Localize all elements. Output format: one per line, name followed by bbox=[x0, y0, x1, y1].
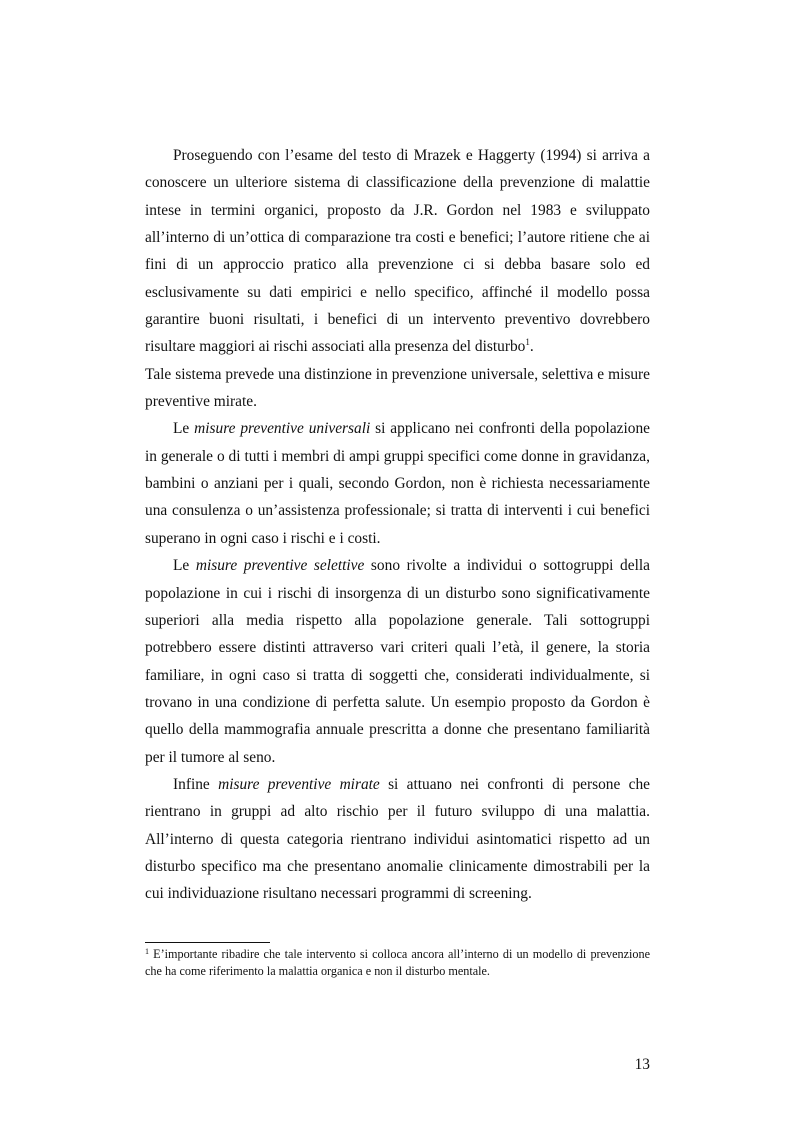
paragraph-system-distinction: Tale sistema prevede una distinzione in prevenzione universale, selettiva e misure preventive mirate. bbox=[145, 365, 650, 411]
paragraph-text: sono rivolte a individui o sottogruppi della popolazione in cui i rischi di insorgenza di un disturbo sono significativamente superiori alla media rispetto alla popolazione generale. Tali sottogruppi potrebbero essere distinti attraverso vari criteri quali l’età, il genere, la storia familiare, in ogni caso si tratta di soggetti che, considerati individualmente, si trovano in una condizione di perfetta salute. Un esempio proposto da Gordon è quello della mammografia annuale prescritta a donne che presentano familiarità per il tumore al seno. bbox=[145, 557, 650, 766]
paragraph-lead: Le bbox=[173, 557, 196, 575]
footnote-text: E’importante ribadire che tale intervento si colloca ancora all’interno di un modello di prevenzione che ha come riferimento la malattia organica e non il disturbo mentale. bbox=[145, 947, 650, 978]
term-targeted-measures: misure preventive mirate bbox=[218, 775, 380, 793]
paragraph-targeted-measures bbox=[145, 771, 650, 908]
term-selective-measures: misure preventive selettive bbox=[195, 557, 365, 575]
footnote-marker: 1 bbox=[145, 947, 149, 956]
page-number: 13 bbox=[634, 1056, 650, 1073]
footnote-reference: 1 bbox=[525, 337, 530, 348]
paragraph-end-punctuation: . bbox=[529, 338, 534, 356]
footnote bbox=[145, 946, 650, 979]
footnote-separator bbox=[145, 942, 270, 943]
paragraph-text: Proseguendo con l’esame del testo di Mrazek e Haggerty (1994) si arriva a conoscere un ulteriore sistema di classificazione della prevenzione di malattie intese in termini organici, proposto da J.R. Gordon nel 1983 e sviluppato all’interno di un’ottica di comparazione tra costi e benefici; l’autore ritiene che ai fini di un approccio pratico alla prevenzione ci si debba basare solo ed esclusivamente su dati empirici e nello specifico, affinché il modello possa garantire buoni risultati, i benefici di un intervento preventivo dovrebbero risultare maggiori ai rischi associati alla presenza del disturbo bbox=[145, 147, 650, 356]
paragraph-text: si attuano nei confronti di persone che rientrano in gruppi ad alto rischio per il futuro sviluppo di una malattia. All’interno di questa categoria rientrano individui asintomatici rispetto ad un disturbo specifico ma che presentano anomalie clinicamente dimostrabili per la cui individuazione risultano necessari programmi di screening. bbox=[145, 775, 650, 903]
term-universal-measures: misure preventive universali bbox=[194, 420, 371, 438]
paragraph-universal-measures bbox=[145, 415, 650, 552]
body-text bbox=[145, 142, 650, 908]
paragraph-gordon-classification bbox=[145, 142, 650, 361]
paragraph-text: si applicano nei confronti della popolazione in generale o di tutti i membri di ampi gruppi specifici come donne in gravidanza, bambini o anziani per i quali, secondo Gordon, non è richiesta necessariamente una consulenza o un’assistenza professionale; si tratta di interventi i cui benefici superano in ogni caso i rischi e i costi. bbox=[145, 420, 650, 547]
paragraph-lead: Le bbox=[173, 420, 195, 438]
paragraph-lead: Infine bbox=[173, 775, 219, 793]
paragraph-selective-measures bbox=[145, 552, 650, 771]
